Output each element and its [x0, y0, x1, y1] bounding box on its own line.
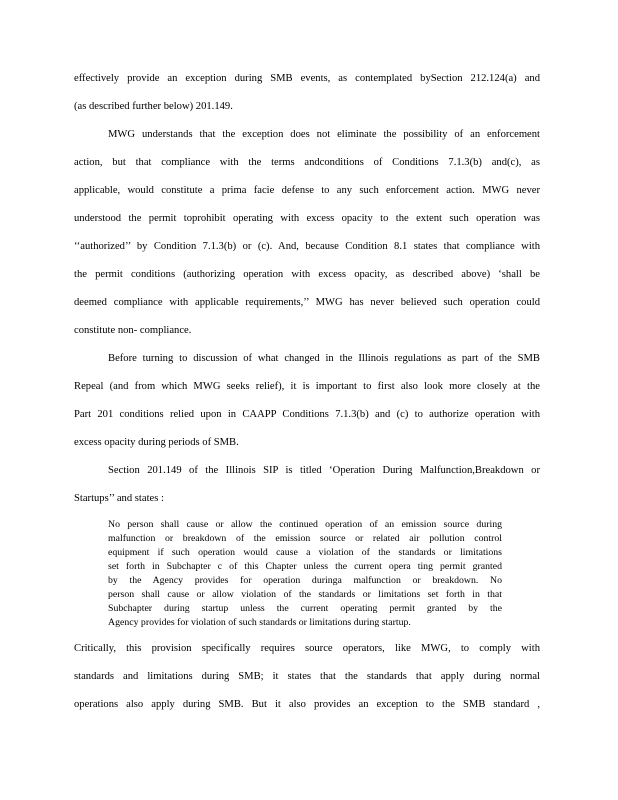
paragraph-2-line: constitute non- compliance. [74, 325, 192, 336]
paragraph-3-line: Repeal (and from which MWG seeks relief), it is important to first also look more closely at the [74, 381, 540, 392]
paragraph-3-line: Part 201 conditions relied upon in CAAPP Conditions 7.1.3(b) and (c) to authorize operation with [74, 409, 540, 420]
paragraph-2-line: MWG understands that the exception does not eliminate the possibility of an enforcement [108, 129, 540, 140]
paragraph-2-line: applicable, would constitute a prima facie defense to any such enforcement action. MWG never [74, 185, 540, 196]
paragraph-2-line: understood the permit toprohibit operating with excess opacity to the extent such operation was [74, 213, 540, 224]
paragraph-5-line: standards and limitations during SMB; it states that the standards that apply during normal [74, 671, 540, 682]
paragraph-4-line: Section 201.149 of the Illinois SIP is titled ‘Operation During Malfunction,Breakdown or [108, 465, 540, 476]
paragraph-2-line: deemed compliance with applicable requirements,’’ MWG has never believed such operation could [74, 297, 540, 308]
paragraph-1-line: (as described further below) 201.149. [74, 101, 233, 112]
blockquote-line: malfunction or breakdown of the emission source or related air pollution control [108, 533, 502, 544]
paragraph-2-line: ‘‘authorized’’ by Condition 7.1.3(b) or (c). And, because Condition 8.1 states that compliance with [74, 241, 540, 252]
paragraph-4-line: Startups’’ and states : [74, 493, 164, 504]
paragraph-1-line: effectively provide an exception during SMB events, as contemplated bySection 212.124(a) and [74, 73, 540, 84]
blockquote-line: equipment if such operation would cause a violation of the standards or limitations [108, 547, 502, 558]
blockquote-line: No person shall cause or allow the continued operation of an emission source during [108, 519, 502, 530]
blockquote-line: Subchapter during startup unless the current operating permit granted by the [108, 603, 502, 614]
blockquote-line: set forth in Subchapter c of this Chapter unless the current opera ting permit granted [108, 561, 502, 572]
blockquote-line: by the Agency provides for operation duringa malfunction or breakdown. No [108, 575, 502, 586]
blockquote-line: Agency provides for violation of such standards or limitations during startup. [108, 617, 411, 628]
paragraph-5-line: operations also apply during SMB. But it also provides an exception to the SMB standard , [74, 699, 540, 710]
paragraph-5-line: Critically, this provision specifically requires source operators, like MWG, to comply with [74, 643, 540, 654]
blockquote-line: person shall cause or allow violation of the standards or limitations set forth in that [108, 589, 502, 600]
paragraph-3-line: excess opacity during periods of SMB. [74, 437, 239, 448]
paragraph-2-line: action, but that compliance with the terms andconditions of Conditions 7.1.3(b) and(c), as [74, 157, 540, 168]
paragraph-3-line: Before turning to discussion of what changed in the Illinois regulations as part of the SMB [108, 353, 540, 364]
paragraph-2-line: the permit conditions (authorizing operation with excess opacity, as described above) ‘shall be [74, 269, 540, 280]
